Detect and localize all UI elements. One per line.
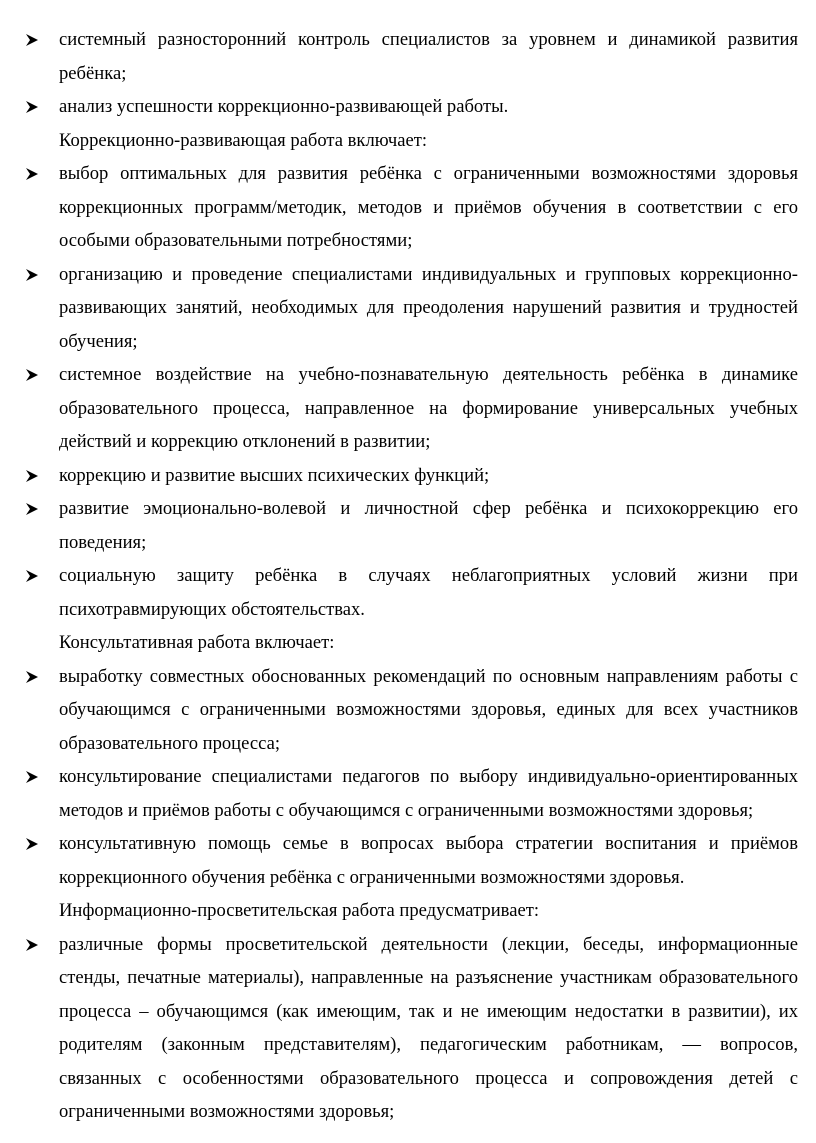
arrow-bullet-icon [25, 770, 39, 784]
section-intro: Коррекционно-развивающая работа включает: [59, 129, 428, 151]
list-item [0, 492, 816, 559]
list-item-text: консультативную помощь семье в вопросах выбора стратегии воспитания и приёмов коррекционного обучения ребёнка с ограниченными возможностями здоровья. [59, 833, 798, 888]
list-item [0, 157, 816, 258]
list-item [0, 23, 816, 90]
list-item-text: консультирование специалистами педагогов по выбору индивидуально-ориентированных методов и приёмов работы с обучающимся с ограниченными возможностями здоровья; [59, 766, 798, 821]
list-item-text: развитие эмоционально-волевой и личностной сфер ребёнка и психокоррекцию его поведения; [59, 498, 798, 553]
list-item-text: выбор оптимальных для развития ребёнка с ограниченными возможностями здоровья коррекционных программ/методик, методов и приёмов обучения в соответствии с его особыми образовательными потребностями; [59, 163, 798, 251]
list-item [0, 459, 816, 493]
list-item [0, 358, 816, 459]
list-item-text: выработку совместных обоснованных рекомендаций по основным направлениям работы с обучающимся с ограниченными возможностями здоровья, единых для всех участников образовательного процесса; [59, 665, 798, 754]
arrow-bullet-icon [25, 938, 39, 952]
arrow-bullet-icon [25, 469, 39, 483]
arrow-bullet-icon [25, 100, 39, 114]
arrow-bullet-icon [25, 670, 39, 684]
arrow-bullet-icon [25, 167, 39, 181]
list-item [0, 90, 816, 124]
list-item-text: системное воздействие на учебно-познавательную деятельность ребёнка в динамике образовательного процесса, направленное на формирование универсальных учебных действий и коррекцию отклонений в развитии; [59, 364, 798, 452]
list-item-text: анализ успешности коррекционно-развивающей работы. [59, 96, 509, 117]
arrow-bullet-icon [25, 268, 39, 282]
list-item-text: системный разносторонний контроль специалистов за уровнем и динамикой развития ребёнка; [59, 29, 798, 84]
list-item [0, 928, 816, 1129]
list-item-text: коррекцию и развитие высших психических функций; [59, 464, 490, 486]
list-item-text: различные формы просветительской деятельности (лекции, беседы, информационные стенды, печатные материалы), направленные на разъяснение участникам образовательного процесса – обучающимся (как имеющим, так и не имеющим недостатки в развитии), их родителям (законным представителям), педагогическим работникам, — вопросов, связанных с особенностями образовательного процесса и сопровождения детей с ограниченными возможностями здоровья; [59, 933, 798, 1122]
list-item [0, 258, 816, 359]
arrow-bullet-icon [25, 502, 39, 516]
arrow-bullet-icon [25, 837, 39, 851]
section-intro: Информационно-просветительская работа предусматривает: [59, 900, 539, 921]
list-item [0, 827, 816, 894]
arrow-bullet-icon [25, 368, 39, 382]
list-item [0, 760, 816, 827]
list-item-text: социальную защиту ребёнка в случаях неблагоприятных условий жизни при психотравмирующих обстоятельствах. [59, 565, 798, 620]
document-page [0, 23, 816, 1129]
arrow-bullet-icon [25, 569, 39, 583]
list-item-text: организацию и проведение специалистами индивидуальных и групповых коррекционно-развивающих занятий, необходимых для преодоления нарушений развития и трудностей обучения; [59, 263, 798, 352]
list-item [0, 660, 816, 761]
list-item [0, 559, 816, 626]
arrow-bullet-icon [25, 33, 39, 47]
section-intro: Консультативная работа включает: [59, 632, 335, 653]
